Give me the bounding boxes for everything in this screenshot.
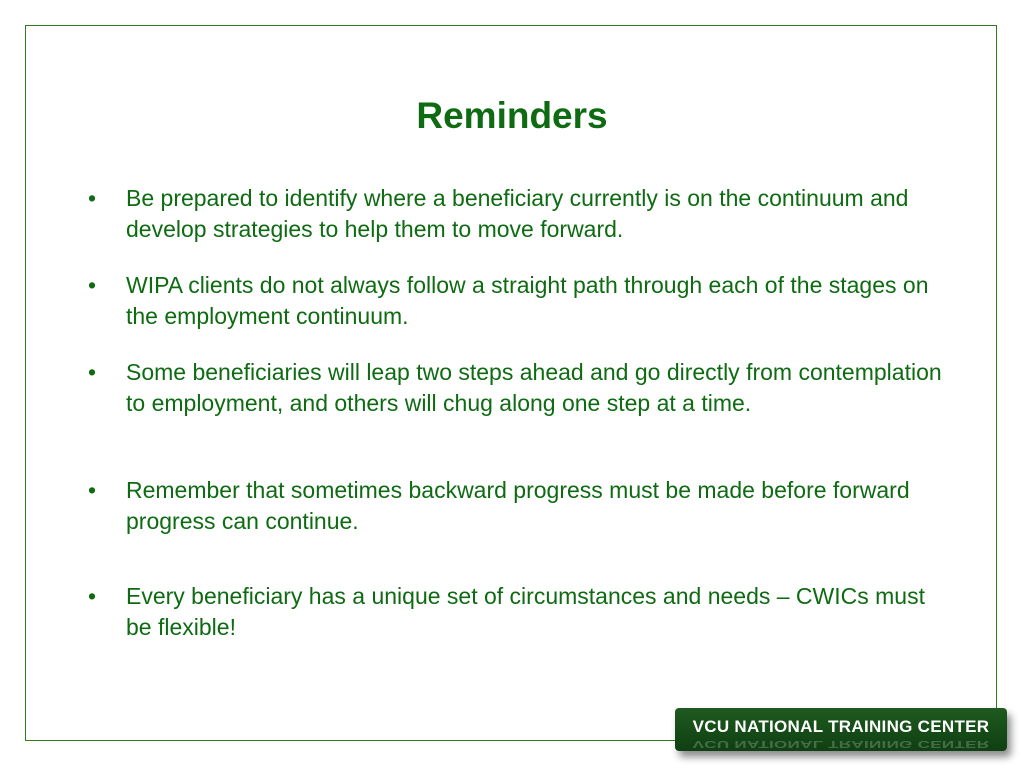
- badge-text: VCU NATIONAL TRAINING CENTER: [692, 717, 990, 736]
- bullet-text: Some beneficiaries will leap two steps ahead and go directly from contemplation to employment, and others will chug along one step at a time.: [126, 359, 942, 416]
- bullet-item: [88, 475, 948, 537]
- bullet-text: Every beneficiary has a unique set of circumstances and needs – CWICs must be flexible!: [126, 583, 925, 640]
- bullet-dot: •: [88, 583, 97, 609]
- slide-title: Reminders: [416, 95, 608, 136]
- bullet-text: Remember that sometimes backward progress must be made before forward progress can continue.: [126, 477, 910, 534]
- bullet-item: [88, 581, 948, 643]
- bullet-dot: •: [88, 359, 97, 385]
- bullet-dot: •: [88, 272, 97, 298]
- bullet-item: [88, 357, 948, 419]
- bullet-item: [88, 270, 948, 332]
- bullet-dot: •: [88, 477, 97, 503]
- bullet-dot: •: [88, 185, 97, 211]
- bullet-item: [88, 183, 948, 245]
- bullet-text: WIPA clients do not always follow a straight path through each of the stages on the employment continuum.: [126, 272, 929, 329]
- vcu-ntc-logo-badge: [675, 708, 1007, 751]
- bullet-text: Be prepared to identify where a beneficiary currently is on the continuum and develop strategies to help them to move forward.: [126, 185, 909, 242]
- badge-text-reflection: VCU NATIONAL TRAINING CENTER: [692, 738, 990, 750]
